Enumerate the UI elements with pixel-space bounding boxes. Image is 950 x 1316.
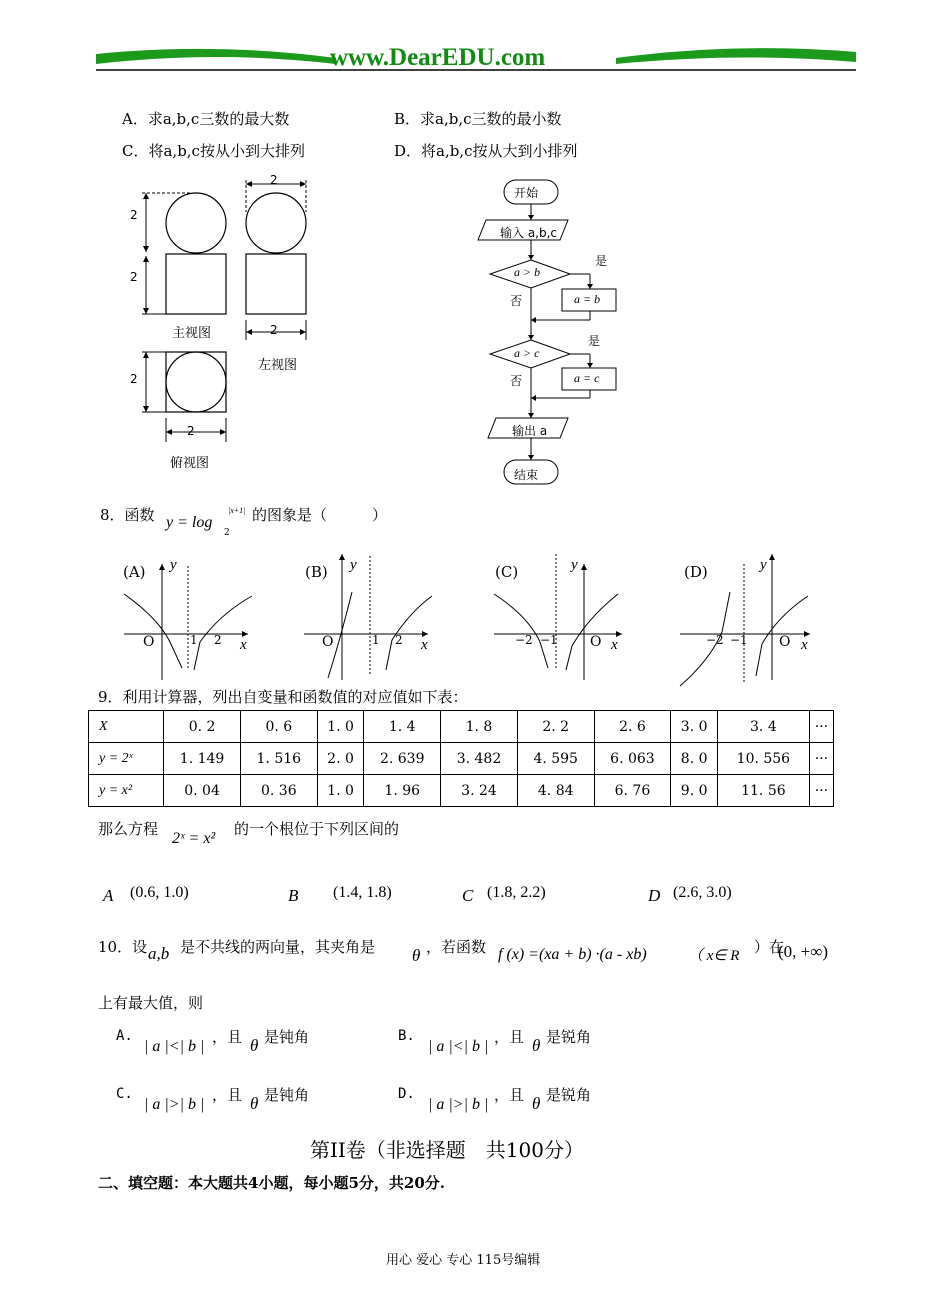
flow-end: 结束 (514, 468, 539, 482)
table-cell: 2. 0 (317, 743, 364, 775)
flow-cond2: a > c (514, 346, 540, 360)
graph-d-y-label: y (760, 557, 767, 573)
q10-option-d-mid: ，且 (494, 1086, 525, 1104)
q10-option-b-letter: B. (398, 1028, 415, 1044)
graph-b-origin: O (322, 634, 334, 650)
flow-cond1: a > b (514, 265, 541, 279)
table-cell: 1. 149 (164, 743, 241, 775)
table-cell: 0. 2 (164, 711, 241, 743)
q10-option-b-theta: θ (532, 1036, 541, 1055)
q8-suffix: 的图象是（ ） (252, 506, 388, 524)
q10-text-2: ，若函数 (426, 938, 487, 956)
q9-text: 9．利用计算器，列出自变量和函数值的对应值如下表： (98, 688, 468, 706)
q10-option-b-mid: ，且 (494, 1028, 525, 1046)
q10-line2: 上有最大值，则 (98, 994, 204, 1012)
q9-option-a-value: (0.6, 1.0) (130, 884, 189, 901)
q10-option-b-cond: | a |<| b | (428, 1038, 489, 1055)
flow-assign1: a = b (574, 292, 601, 306)
q9-value-table (88, 710, 834, 807)
table-cell: 0. 04 (164, 775, 241, 807)
table-cell: 6. 063 (594, 743, 671, 775)
graph-d-label: (D) (684, 563, 708, 581)
q10-option-c-cond: | a |>| b | (144, 1096, 205, 1113)
q10-theta: θ (412, 946, 421, 965)
q9-option-d-letter: D (648, 886, 661, 905)
table-cell: 3. 482 (441, 743, 518, 775)
q10-prefix: 10．设 (98, 938, 148, 956)
graph-c-x-label: x (611, 637, 618, 653)
graph-d-origin: O (779, 634, 791, 650)
q7-option-b: B．求a,b,c三数的最小数 (394, 110, 562, 128)
flow-assign2: a = c (574, 371, 600, 385)
table-cell: 1. 516 (240, 743, 317, 775)
q9-option-d-value: (2.6, 3.0) (673, 884, 732, 901)
q9-option-b-letter: B (288, 886, 299, 905)
flow-start: 开始 (514, 186, 539, 200)
flow-output: 输出 a (512, 424, 548, 438)
graph-c-y-label: y (571, 557, 578, 573)
table-cell: 3. 0 (671, 711, 718, 743)
side-width-label: 2 (270, 173, 278, 187)
q9-option-a-letter: A (103, 886, 114, 905)
flow-yes1: 是 (595, 254, 608, 268)
graph-c-label: (C) (495, 563, 519, 581)
table-row (89, 743, 834, 775)
q8-function: y = log (166, 514, 213, 531)
q10-option-a-theta: θ (250, 1036, 259, 1055)
q7-option-d: D．将a,b,c按从大到小排列 (394, 142, 578, 160)
q7-option-a: A．求a,b,c三数的最大数 (122, 110, 290, 128)
table-row (89, 775, 834, 807)
graph-a-tick-1: 1 (190, 633, 198, 647)
table-cell: 4. 84 (517, 775, 594, 807)
flow-no1: 否 (510, 294, 523, 308)
q10-option-c-tail: 是钝角 (264, 1086, 310, 1104)
flow-no2: 否 (510, 374, 523, 388)
table-cell: 2. 6 (594, 711, 671, 743)
graph-a-y-label: y (170, 557, 177, 573)
table-cell: 1. 8 (441, 711, 518, 743)
flow-yes2: 是 (588, 334, 601, 348)
q9-option-c-letter: C (462, 886, 474, 905)
top-height-label: 2 (130, 372, 138, 386)
q10-option-d-letter: D. (398, 1086, 415, 1102)
flowchart (470, 172, 630, 492)
table-cell: X (89, 711, 164, 743)
section2-heading: 二、填空题：本大题共4小题，每小题5分，共20分. (98, 1174, 445, 1192)
q10-option-b-tail: 是锐角 (546, 1028, 592, 1046)
graph-b-tick-1: 1 (372, 633, 380, 647)
table-cell: 4. 595 (517, 743, 594, 775)
q10-text-3: ）在 (754, 938, 785, 956)
table-cell: 2. 639 (364, 743, 441, 775)
q10-option-d-theta: θ (532, 1094, 541, 1113)
top-width-label: 2 (187, 424, 195, 438)
table-cell: y = x² (89, 775, 164, 807)
table-cell: 1. 96 (364, 775, 441, 807)
q10-option-d-tail: 是锐角 (546, 1086, 592, 1104)
q9-question-suffix: 的一个根位于下列区间的 (234, 820, 400, 838)
table-cell: ··· (809, 711, 833, 743)
q10-function: f (x) =(xa + b) ·(a - xb) (498, 946, 647, 963)
q10-domain: （ x∈ R (688, 948, 740, 964)
table-cell: 3. 4 (718, 711, 810, 743)
graph-c-tick-neg2: −2 (515, 633, 533, 647)
graph-a-label: (A) (123, 563, 146, 581)
q10-interval: (0, +∞) (778, 942, 829, 961)
page-footer: 用心 爱心 专心 115号编辑 (386, 1253, 541, 1268)
q9-option-c-value: (1.8, 2.2) (487, 884, 546, 901)
front-base-label: 2 (130, 270, 138, 284)
graph-b-label: (B) (305, 563, 328, 581)
q10-vectors: a,b (148, 944, 170, 963)
table-cell: 1. 4 (364, 711, 441, 743)
q10-option-c-letter: C. (116, 1086, 133, 1102)
q8-exponent: |x+1| (228, 506, 246, 515)
q10-option-a-tail: 是钝角 (264, 1028, 310, 1046)
table-cell: 3. 24 (441, 775, 518, 807)
q9-question-prefix: 那么方程 (98, 820, 159, 838)
q9-option-b-value: (1.4, 1.8) (333, 884, 392, 901)
q8-base: 2 (224, 528, 230, 538)
table-cell: 1. 0 (317, 775, 364, 807)
graph-d-tick-neg1: −1 (730, 633, 748, 647)
graph-b-x-label: x (421, 637, 428, 653)
q7-option-c: C．将a,b,c按从小到大排列 (122, 142, 305, 160)
table-cell: ··· (809, 775, 833, 807)
part2-title: 第II卷（非选择题 共100分） (310, 1138, 584, 1162)
q10-option-d-cond: | a |>| b | (428, 1096, 489, 1113)
graph-a-origin: O (143, 634, 155, 650)
table-cell: y = 2ˣ (89, 743, 164, 775)
q10-option-c-mid: ，且 (212, 1086, 243, 1104)
site-logo-text[interactable]: www.DearEDU.com (330, 44, 546, 71)
q10-option-a-cond: | a |<| b | (144, 1038, 205, 1055)
q10-option-c-theta: θ (250, 1094, 259, 1113)
table-cell: 0. 36 (240, 775, 317, 807)
graph-b-tick-2: 2 (395, 633, 403, 647)
side-view-caption: 左视图 (258, 358, 298, 373)
table-cell: 0. 6 (240, 711, 317, 743)
table-cell: 11. 56 (718, 775, 810, 807)
graph-a-tick-2: 2 (214, 633, 222, 647)
table-cell: 9. 0 (671, 775, 718, 807)
top-view-caption: 俯视图 (170, 456, 210, 471)
three-views-figure (120, 172, 320, 472)
graph-a-x-label: x (240, 637, 247, 653)
q8-prefix: 8．函数 (100, 506, 155, 524)
table-cell: 6. 76 (594, 775, 671, 807)
graph-d-x-label: x (801, 637, 808, 653)
front-view-caption: 主视图 (172, 326, 212, 341)
q10-text-1: 是不共线的两向量，其夹角是 (180, 938, 376, 956)
graph-b-y-label: y (350, 557, 357, 573)
table-cell: 2. 2 (517, 711, 594, 743)
table-row (89, 711, 834, 743)
graph-c-origin: O (590, 634, 602, 650)
table-cell: ··· (809, 743, 833, 775)
q9-equation: 2ˣ = x² (172, 830, 216, 847)
q10-option-a-mid: ，且 (212, 1028, 243, 1046)
flow-input: 输入 a,b,c (500, 226, 558, 240)
table-cell: 8. 0 (671, 743, 718, 775)
front-height-label: 2 (130, 208, 138, 222)
table-cell: 10. 556 (718, 743, 810, 775)
graph-c-tick-neg1: −1 (540, 633, 558, 647)
graph-d-tick-neg2: −2 (706, 633, 724, 647)
q10-option-a-letter: A. (116, 1028, 133, 1044)
table-cell: 1. 0 (317, 711, 364, 743)
side-base-label: 2 (270, 323, 278, 337)
